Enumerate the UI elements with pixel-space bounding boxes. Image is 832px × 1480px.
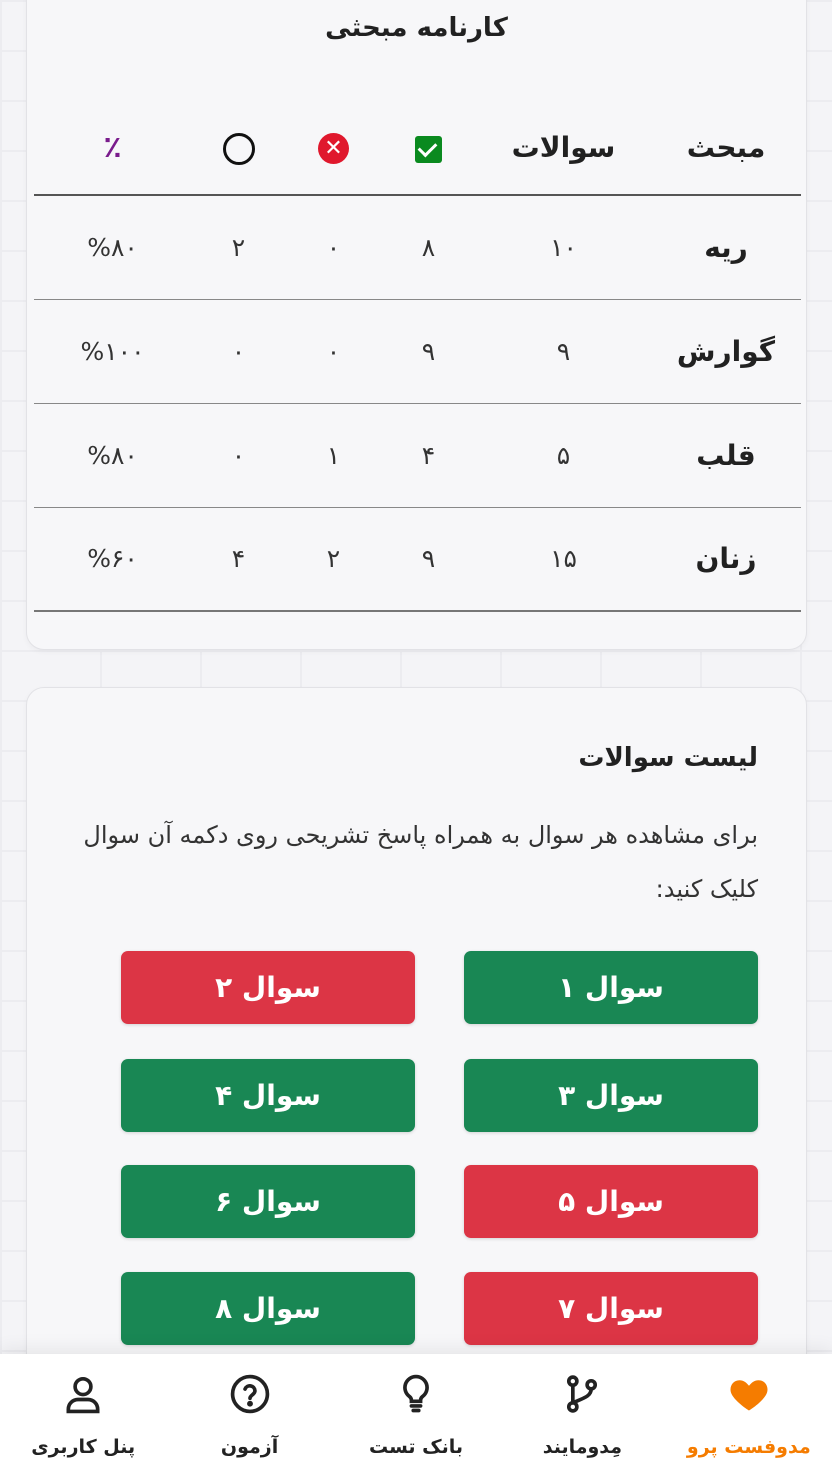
row-blank: ۰ [231,440,246,470]
topic-report-card [26,0,807,650]
nav-item-medomind[interactable] [499,1354,665,1480]
header-percent [34,91,191,195]
table-row [34,299,801,403]
header-questions: سوالات [476,91,651,195]
nav-item-exam[interactable] [166,1354,332,1480]
header-topic: مبحث [651,91,801,195]
row-correct: ۹ [421,544,436,574]
question-8-button[interactable]: سوال ۸ [121,1272,415,1345]
row-blank: ۰ [231,336,246,366]
question-7-button[interactable]: سوال ۷ [464,1272,758,1345]
check-icon [415,136,442,163]
question-list-title: لیست سوالات [578,743,758,773]
row-blank: ۴ [231,544,246,574]
question-circle-icon [228,1372,272,1416]
table-row [34,403,801,507]
row-correct: ۴ [421,440,436,470]
row-topic: گوارش [676,334,776,368]
nav-item-user-panel[interactable] [0,1354,166,1480]
question-list-card [26,687,807,1387]
row-correct: ۸ [421,232,436,262]
question-list-description: برای مشاهده هر سوال به همراه پاسخ تشریحی روی دکمه آن سوال کلیک کنید: [83,821,758,903]
header-wrong [286,91,381,195]
percent-icon: ٪ [103,130,122,165]
question-3-button[interactable]: سوال ۳ [464,1059,758,1132]
row-topic: قلب [696,438,756,472]
row-count: ۱۰ [550,232,577,262]
empty-circle-icon [223,133,255,165]
lightbulb-icon [394,1372,438,1416]
table-row [34,507,801,611]
nav-label: پنل کاربری [31,1436,136,1458]
row-wrong: ۰ [326,232,341,262]
nav-label: مِدومایند [542,1436,623,1458]
question-5-button[interactable]: سوال ۵ [464,1165,758,1238]
table-header-row [34,91,801,195]
row-wrong: ۲ [326,544,341,574]
table-row [34,195,801,299]
row-percent: %۱۰۰ [80,336,145,366]
row-count: ۹ [556,336,571,366]
row-topic: ریه [704,230,748,264]
row-percent: %۸۰ [87,232,138,262]
nav-label: بانک تست [368,1436,464,1458]
row-percent: %۶۰ [87,544,138,574]
row-wrong: ۱ [326,440,341,470]
question-4-button[interactable]: سوال ۴ [121,1059,415,1132]
user-icon [61,1372,105,1416]
bottom-navigation [0,1354,832,1480]
header-correct [381,91,476,195]
heart-icon [727,1372,771,1416]
row-count: ۱۵ [550,544,577,574]
nav-label: آزمون [220,1436,279,1458]
question-6-button[interactable]: سوال ۶ [121,1165,415,1238]
row-count: ۵ [556,440,571,470]
topic-report-table [34,91,801,612]
nav-item-medofast-pro[interactable] [666,1354,832,1480]
row-wrong: ۰ [326,336,341,366]
question-1-button[interactable]: سوال ۱ [464,951,758,1024]
report-title: کارنامه مبحثی [325,13,508,43]
nav-label: مدوفست پرو [686,1436,811,1458]
nav-item-test-bank[interactable] [333,1354,499,1480]
header-blank [191,91,286,195]
git-branch-icon [560,1372,604,1416]
row-topic: زنان [695,542,757,576]
question-2-button[interactable]: سوال ۲ [121,951,415,1024]
x-circle-icon: ✕ [318,133,349,164]
row-correct: ۹ [421,336,436,366]
row-blank: ۲ [231,232,246,262]
row-percent: %۸۰ [87,440,138,470]
